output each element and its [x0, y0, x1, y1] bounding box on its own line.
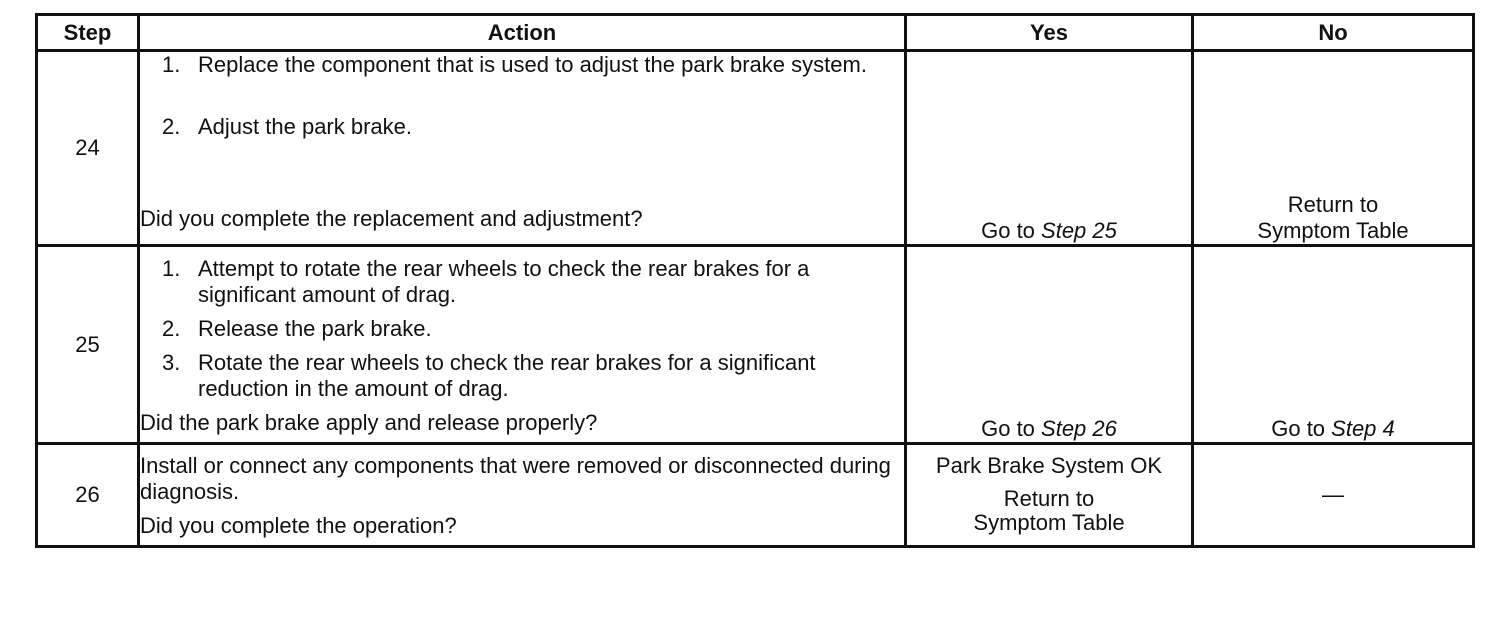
header-step: Step — [37, 15, 139, 51]
yes-line: Park Brake System OK — [935, 453, 1163, 478]
step-number: 26 — [37, 444, 139, 547]
empty-dash: — — [1322, 482, 1344, 507]
list-item-number: 1. — [162, 256, 181, 281]
step-number: 25 — [37, 246, 139, 444]
no-cell — [1193, 444, 1474, 547]
step-number: 24 — [37, 51, 139, 246]
header-yes: Yes — [906, 15, 1193, 51]
list-item-number: 1. — [162, 52, 181, 77]
symptom-table-link[interactable]: Symptom Table — [973, 510, 1125, 535]
list-item-number: 2. — [162, 316, 181, 341]
yes-prefix: Go to — [981, 218, 1042, 243]
header-no: No — [1193, 15, 1474, 51]
yes-cell — [906, 444, 1193, 547]
header-action: Action — [139, 15, 906, 51]
list-item — [140, 350, 904, 402]
symptom-table-link[interactable]: Symptom Table — [1257, 218, 1409, 243]
no-prefix: Go to — [1271, 416, 1332, 441]
list-item-text: Replace the component that is used to adjust the park brake system. — [198, 52, 867, 77]
step-link[interactable]: Step 25 — [1041, 218, 1117, 243]
diagnostic-table — [35, 13, 1475, 548]
yes-prefix: Go to — [981, 416, 1042, 441]
list-item-text: Rotate the rear wheels to check the rear brakes for a significant reduction in the amount of drag. — [198, 350, 816, 401]
action-cell — [139, 51, 906, 246]
step-link[interactable]: Step 26 — [1041, 416, 1117, 441]
action-list — [140, 256, 904, 402]
header-row — [37, 15, 1474, 51]
question-text: Did you complete the operation? — [140, 513, 457, 538]
yes-cell — [906, 51, 1193, 246]
list-item-text: Attempt to rotate the rear wheels to check the rear brakes for a significant amount of drag. — [198, 256, 810, 307]
list-item-number: 3. — [162, 350, 181, 375]
no-line: Return to — [1287, 192, 1379, 217]
action-cell — [139, 246, 906, 444]
question-text: Did the park brake apply and release properly? — [140, 410, 598, 435]
action-text: Install or connect any components that were removed or disconnected during diagnosis. — [140, 453, 891, 504]
list-item — [140, 52, 904, 78]
list-item-text: Release the park brake. — [198, 316, 432, 341]
no-cell — [1193, 51, 1474, 246]
action-list — [140, 52, 904, 140]
question-text: Did you complete the replacement and adjustment? — [140, 206, 643, 231]
action-cell — [139, 444, 906, 547]
table-row — [37, 51, 1474, 246]
table-row — [37, 444, 1474, 547]
list-item — [140, 114, 904, 140]
step-link[interactable]: Step 4 — [1331, 416, 1395, 441]
list-item-number: 2. — [162, 114, 181, 139]
no-cell — [1193, 246, 1474, 444]
yes-cell — [906, 246, 1193, 444]
list-item — [140, 316, 904, 342]
list-item-text: Adjust the park brake. — [198, 114, 413, 139]
table-row — [37, 246, 1474, 444]
yes-line: Return to — [1003, 486, 1095, 511]
list-item — [140, 256, 904, 308]
